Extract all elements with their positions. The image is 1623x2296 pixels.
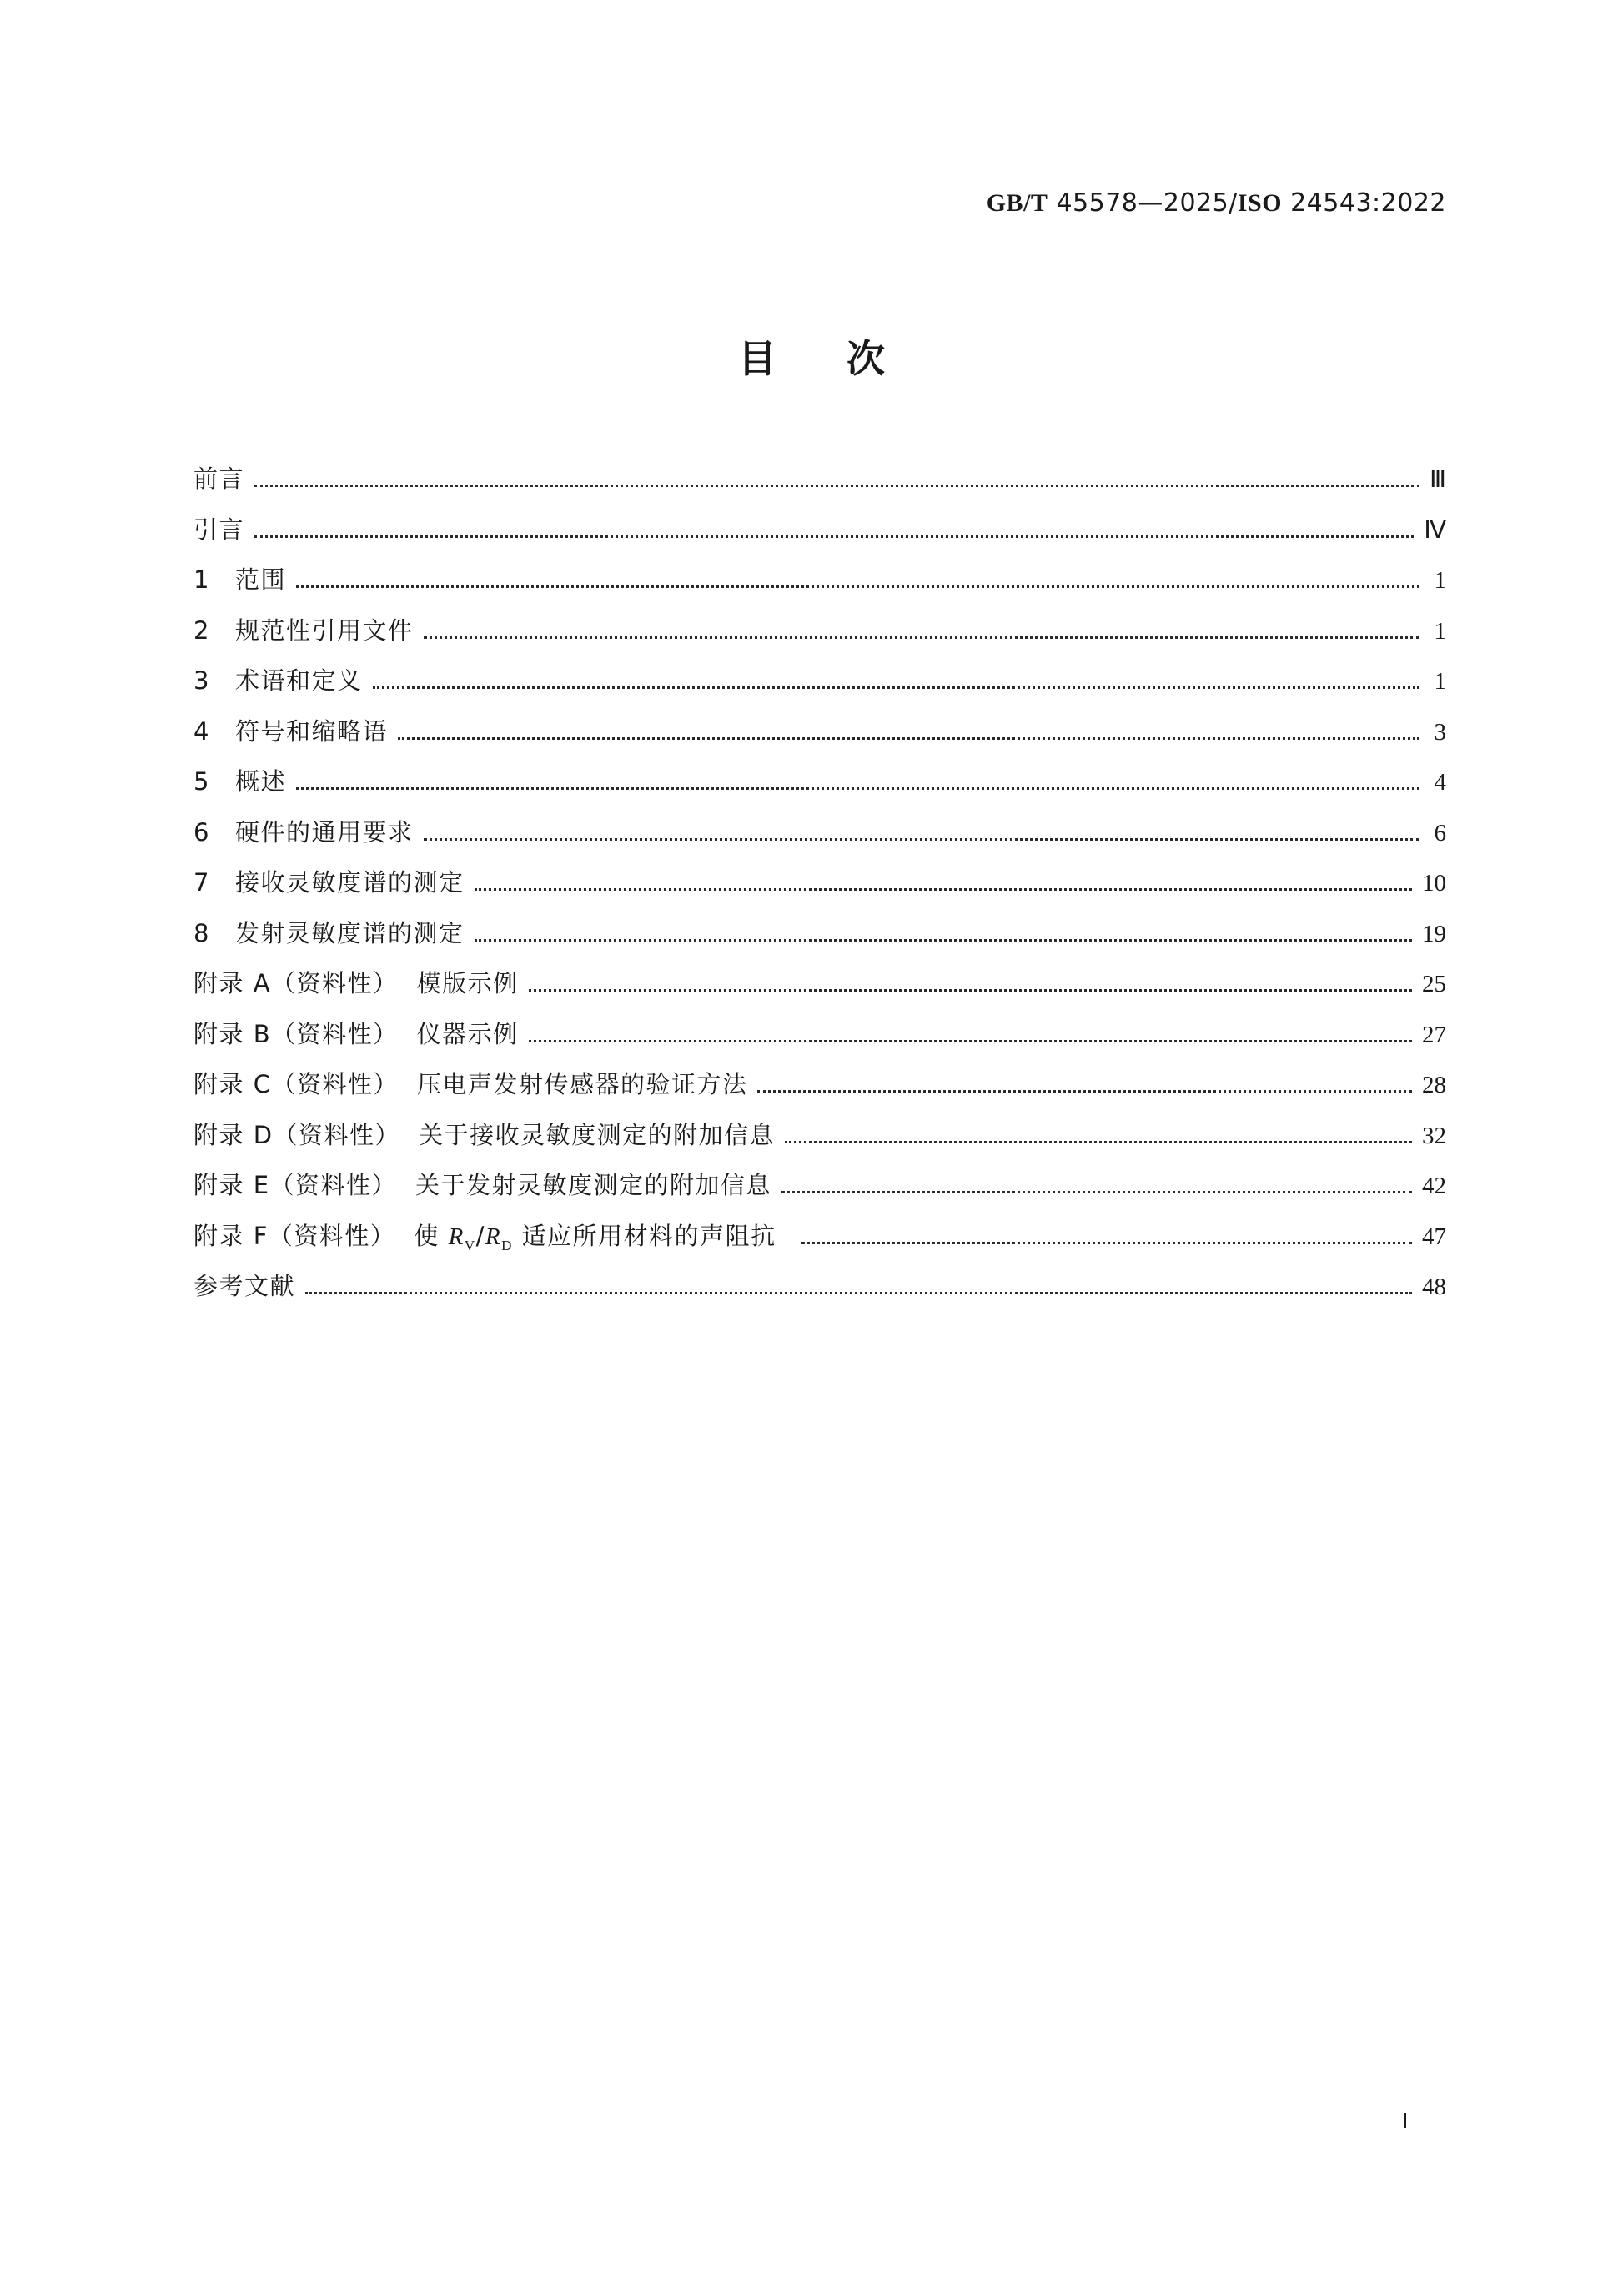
toc-entry-label — [193, 1167, 771, 1201]
toc-entry-page: 10 — [1422, 870, 1446, 897]
annex-title-prefix: 使 — [414, 1221, 449, 1250]
toc-entry-page: 32 — [1422, 1122, 1446, 1149]
subscript-v: V — [464, 1237, 476, 1254]
annex-title: 关于接收灵敏度测定的附加信息 — [419, 1120, 776, 1149]
toc-entry-number: 8 — [193, 918, 209, 947]
gbt-number: 45578—2025/ — [1048, 188, 1238, 218]
annex-tag: 附录 D（资料性） — [193, 1120, 401, 1149]
dot-leader — [398, 730, 1419, 746]
toc-entry-8[interactable] — [193, 915, 1446, 966]
toc-entry-page: 19 — [1422, 920, 1446, 947]
gbt-code: GB/T — [986, 189, 1048, 217]
toc-entry-foreword[interactable] — [193, 460, 1446, 511]
annex-tag: 附录 A（资料性） — [193, 969, 399, 997]
toc-entry-label — [193, 1016, 519, 1050]
toc-entry-4[interactable] — [193, 713, 1446, 764]
toc-entry-number: 3 — [193, 666, 209, 695]
toc-entry-annex-b[interactable] — [193, 1016, 1446, 1067]
toc-entry-annex-e[interactable] — [193, 1167, 1446, 1218]
dot-leader — [296, 780, 1419, 796]
toc-entry-label: 符号和缩略语 — [235, 716, 389, 746]
subscript-d: D — [501, 1237, 513, 1254]
toc-entry-page: 42 — [1422, 1173, 1446, 1199]
toc-entry-page: 47 — [1422, 1223, 1446, 1250]
dot-leader — [757, 1083, 1412, 1099]
toc-entry-5[interactable] — [193, 763, 1446, 814]
toc-entry-page: 25 — [1422, 971, 1446, 997]
annex-title: 压电声发射传感器的验证方法 — [416, 1070, 748, 1098]
toc-entry-6[interactable] — [193, 814, 1446, 865]
toc-entry-page: 3 — [1434, 718, 1446, 746]
toc-entry-page: Ⅳ — [1424, 516, 1446, 544]
toc-entry-number: 4 — [193, 716, 209, 746]
dot-leader — [424, 629, 1419, 646]
dot-leader — [781, 1183, 1412, 1200]
toc-entry-label: 参考文献 — [193, 1272, 296, 1300]
toc-entry-label: 硬件的通用要求 — [235, 817, 414, 847]
toc-entry-page: 27 — [1422, 1021, 1446, 1048]
standard-number — [987, 188, 1446, 218]
annex-tag: 附录 E（资料性） — [193, 1171, 398, 1199]
toc-entry-label — [193, 965, 519, 999]
toc-entry-number: 5 — [193, 767, 209, 796]
toc-entry-label: 范围 — [235, 565, 287, 594]
toc-entry-label: 前言 — [193, 465, 245, 493]
toc-entry-annex-d[interactable] — [193, 1117, 1446, 1168]
dot-leader — [785, 1133, 1412, 1150]
toc-entry-label: 术语和定义 — [235, 666, 363, 695]
toc-entry-bibliography[interactable] — [193, 1268, 1446, 1319]
symbol-r-d: R — [485, 1223, 502, 1250]
toc-entry-annex-a[interactable] — [193, 965, 1446, 1016]
toc-entry-label — [193, 1066, 747, 1100]
toc-entry-label: 概述 — [235, 767, 287, 796]
annex-tag: 附录 C（资料性） — [193, 1070, 399, 1098]
dot-leader — [801, 1234, 1412, 1251]
toc-entry-annex-c[interactable] — [193, 1066, 1446, 1117]
dot-leader — [373, 679, 1419, 696]
toc-entry-page: 28 — [1422, 1072, 1446, 1098]
iso-code: ISO — [1237, 189, 1283, 217]
symbol-r-v: R — [448, 1223, 465, 1250]
table-of-contents — [193, 460, 1446, 1319]
annex-title: 关于发射灵敏度测定的附加信息 — [415, 1171, 772, 1199]
annex-title: 模版示例 — [416, 969, 519, 997]
toc-entry-page: 1 — [1434, 567, 1446, 594]
toc-entry-2[interactable] — [193, 612, 1446, 663]
toc-entry-page: 48 — [1422, 1274, 1446, 1300]
dot-leader — [296, 578, 1419, 595]
toc-entry-label: 接收灵敏度谱的测定 — [235, 868, 465, 897]
toc-entry-number: 7 — [193, 868, 209, 897]
dot-leader — [529, 982, 1412, 998]
dot-leader — [475, 881, 1412, 897]
toc-entry-number: 6 — [193, 817, 209, 847]
toc-entry-label: 发射灵敏度谱的测定 — [235, 918, 465, 947]
toc-entry-label: 规范性引用文件 — [235, 615, 414, 645]
toc-entry-annex-f[interactable] — [193, 1218, 1446, 1269]
toc-entry-label — [193, 1117, 775, 1151]
iso-number: 24543:2022 — [1282, 188, 1446, 218]
annex-tag: 附录 B（资料性） — [193, 1019, 399, 1048]
toc-entry-page: Ⅲ — [1430, 466, 1446, 493]
annex-title-suffix: 适应所用材料的声阻抗 — [512, 1221, 776, 1250]
dot-leader — [305, 1284, 1412, 1301]
annex-title: 仪器示例 — [416, 1019, 519, 1048]
slash: / — [475, 1221, 485, 1250]
toc-entry-7[interactable] — [193, 864, 1446, 915]
annex-tag: 附录 F（资料性） — [193, 1221, 396, 1250]
toc-entry-introduction[interactable] — [193, 511, 1446, 562]
toc-entry-number: 1 — [193, 565, 209, 594]
toc-entry-page: 6 — [1434, 819, 1446, 847]
toc-entry-label: 引言 — [193, 515, 245, 544]
toc-entry-page: 1 — [1434, 668, 1446, 695]
dot-leader — [475, 932, 1412, 948]
toc-entry-page: 4 — [1434, 769, 1446, 796]
toc-entry-number: 2 — [193, 615, 209, 645]
dot-leader — [424, 831, 1419, 847]
toc-entry-page: 1 — [1434, 617, 1446, 645]
dot-leader — [254, 477, 1419, 494]
toc-entry-label — [193, 1218, 776, 1254]
page-number: I — [1401, 2108, 1409, 2134]
dot-leader — [529, 1032, 1412, 1049]
toc-entry-1[interactable] — [193, 561, 1446, 612]
page-title: 目次 — [738, 336, 955, 381]
dot-leader — [254, 528, 1414, 545]
toc-entry-3[interactable] — [193, 662, 1446, 713]
